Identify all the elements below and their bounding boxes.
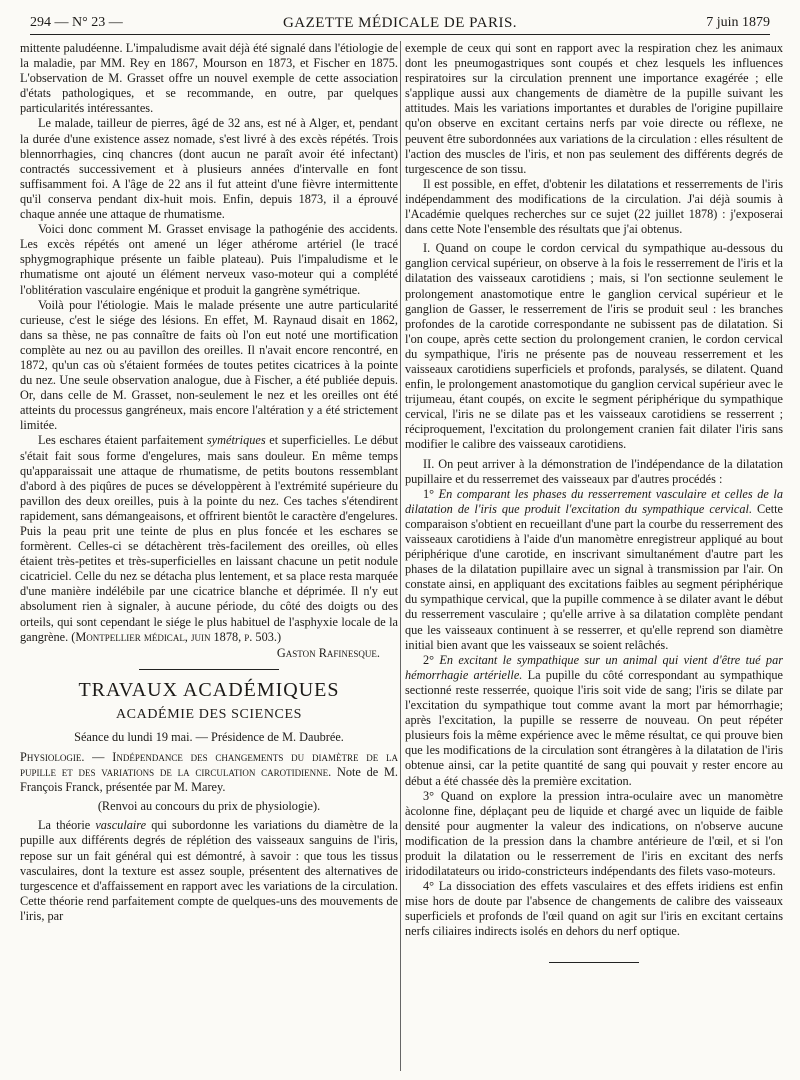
- issue-date: 7 juin 1879: [706, 15, 770, 30]
- text-run: Cette comparaison s'obtient en recueillant d'une part la courbe du resserrement des vaisseaux carotidiens à l'aide d'un manomètre enregistreur appliqué au bout périphérique d'une carotide, en inscrivant simultanément d'autre part les phases de la dilatation pupillaire avec un signal à transmission par l'air. On constate ainsi, en appliquant des excitations faibles au segment périphérique du sympathique cervical, que la pupille commence à se dilater avant le début du resserrement vasculaire ; qu'elle arrive à sa dilatation complète pendant que les vaisseaux continuent à se resserrer, et qu'elle reprend son diamètre initial bien avant que les vaisseaux se soient relâchés.: [405, 501, 783, 652]
- paragraph: exemple de ceux qui sont en rapport avec la respiration chez les animaux dont les pneumogastriques sont coupés et chez lesquels les influences respiratoires sur la circulation prennent une importance exagérée ; elle s'applique aussi aux changements de diamètre de la pupille suivant les attitudes. Mais les variations importantes et durables de l'origine pupillaire qu'on observe en excitant certains nerfs par voie directe ou réflexe, ne peuvent être subordonnées aux variations de la circulation : elles résultent de l'action des muscles de l'iris, et non pas seulement des différents degrés de turgescence de son tissu.: [405, 41, 783, 176]
- text-run: qui subordonne les variations du diamètre de la pupille aux différents degrés de réplétion des vaisseaux sanguins de l'iris, repose sur un fait général qui est démontré, à savoir : que tous les tissus vasculaires, dont la texture est assez souple, présentent des alternatives de turgescence et d'affaissement en rapport avec les variations de la circulation. Cette théorie rend parfaitement compte de quelques-uns des mouvements de l'iris, par: [20, 818, 398, 923]
- author-signature: Gaston Rafinesque.: [276, 645, 380, 660]
- emphasis: En excitant le sympathique sur un animal qui vient d'être tué par hémorrhagie artérielle.: [405, 652, 783, 682]
- paragraph: mittente paludéenne. L'impaludisme avait déjà été signalé dans l'étiologie de la maladie, par MM. Rey en 1867, Mourson en 1873, et Fischer en 1875. L'observation de M. Grasset offre un nouvel exemple de cette association d'états pathologiques, et se recommande, en outre, par quelques particularités intéressantes.: [20, 41, 398, 116]
- section-separator: [139, 669, 279, 670]
- emphasis: symétriques: [206, 433, 266, 448]
- source-citation: (Montpellier médical, juin 1878, p. 503.): [71, 629, 282, 644]
- publication-title: GAZETTE MÉDICALE DE PARIS.: [282, 15, 518, 31]
- paragraph: [20, 433, 398, 644]
- emphasis: vasculaire: [95, 818, 147, 833]
- page-header: [30, 12, 770, 35]
- renvoi-note: (Renvoi au concours du prix de physiologie).: [97, 799, 321, 814]
- section-title: TRAVAUX ACADÉMIQUES: [78, 678, 340, 701]
- right-column: [405, 41, 783, 1071]
- paragraph: [405, 487, 783, 653]
- paragraph: [405, 653, 783, 789]
- emphasis: En comparant les phases du resserrement vasculaire et celles de la dilatation de l'iris que produit l'excitation du sympathique cervical.: [405, 486, 783, 516]
- text-run: La pupille du côté correspondant au sympathique sectionné reste resserrée, quoique l'iris soit vide de sang; l'iris se dilate par l'excitation du sympathique tout comme avant la mort par hémorrhagie; après l'excitation, la pupille se resserre de nouveau. On peut répéter plusieurs fois la même expérience avec le même résultat, ce qui prouve bien que les modifications de la circulation sont étrangères à la dilatation de l'iris obtenue ainsi, car la petite quantité de sang qui pouvait y rester encore au début a été chassée dès la première excitation.: [405, 667, 783, 788]
- paragraph: 3° Quand on explore la pression intra-oculaire avec un manomètre àcolonne fine, déplaçant peu de liquide et chargé avec un liquide de faible densité pour augmenter la valeur des indications, on n'observe aucune modification de la pression dans la chambre antérieure de l'œil, et si l'on produit la dilatation ou le resserrement de l'iris en excitant des nerfs iridodilatateurs ou irido-constricteurs indépendants des filets vaso-moteurs.: [405, 788, 783, 879]
- paragraph: 4° La dissociation des effets vasculaires et des effets iridiens est enfin mise hors de doute par l'absence de changements de calibre des vaisseaux superficiels et profonds de l'œil quand on agit sur l'iris en excitant certains nerfs ciliaires indirects isolés en dehors du nerf optique.: [405, 879, 783, 939]
- article-heading: [20, 750, 398, 795]
- list-number: 2°: [423, 652, 435, 667]
- text-run: Les eschares étaient parfaitement: [38, 433, 207, 448]
- session-line: Séance du lundi 19 mai. — Présidence de M. Daubrée.: [74, 729, 344, 744]
- paragraph: Voilà pour l'étiologie. Mais le malade présente une autre particularité curieuse, c'est le siége des lésions. En effet, M. Raynaud disait en 1862, dans sa thèse, ne pas connaître de faits où l'on eut noté une mortification complète au nez ou au pavillon des oreilles. Il n'avait encore rencontré, en 1872, qu'un cas où s'étaient formées de toutes petites cicatrices à la pointe du nez. Une seule observation analogue, due à Fischer, a été publiée depuis. Or, dans celle de M. Grasset, non-seulement le nez et les oreilles ont été atteints du processus gangréneux, mais encore l'altération y a été strictement limitée.: [20, 297, 398, 433]
- page-number: 294 — N° 23 —: [30, 15, 123, 30]
- article-title: Physiologie. — Indépendance des changements du diamètre de la pupille et des variations de la circulation carotidienne.: [20, 749, 398, 780]
- left-column: [20, 41, 398, 1071]
- article-author: Note de M. François Franck, présentée par M. Marey.: [20, 765, 398, 795]
- paragraph: I. Quand on coupe le cordon cervical du sympathique au-dessous du ganglion cervical supérieur, on observe à la fois le resserrement de l'iris et la dilatation des vaisseaux carotidiens ; mais, si l'on sectionne seulement le prolongement anastomotique entre le ganglion cervical supérieur et le ganglion de Gasser, le resserrement de l'iris se produit seul : les branches profondes de la carotide correspondante ne subissent pas de dilatation. Si l'on coupe, après cette section du prolongement cranien, le cordon cervical du sympathique, l'iris ne présente pas de nouveau resserrement et les vaisseaux carotidiens superficiels et profonds, paralysés, se dilatent. Quand enfin, le prolongement anastomotique du ganglion cervical supérieur avec le trijumeau, étant coupés, on excite le segment périphérique du sympathique cervical, l'iris ne se dilate pas et les vaisseaux carotidiens se resserrent ; réciproquement, l'excitation du prolongement cranien fait dilater l'iris sans modifier le calibre des vaisseaux carotidiens.: [405, 241, 783, 452]
- section-subtitle: ACADÉMIE DES SCIENCES: [115, 706, 303, 722]
- paragraph: Le malade, tailleur de pierres, âgé de 32 ans, est né à Alger, et, pendant la durée d'une existence assez nomade, s'est livré à des excès répétés. Trois blennorrhagies, cinq chancres (dont aucun ne paraît avoir été infectant) contractés successivement et à plusieurs années d'intervalle en font suffisamment foi. A l'âge de 22 ans il fut atteint d'une fièvre intermittente qu'il conserva pendant dix-huit mois. Enfin, depuis 1873, il a éprouvé chaque année une attaque de rhumatisme.: [20, 116, 398, 222]
- list-number: 1°: [423, 486, 435, 501]
- paragraph: Il est possible, en effet, d'obtenir les dilatations et resserrements de l'iris indépendamment des modifications de la circulation. J'ai déjà soumis à l'Académie quelques recherches sur ce sujet (22 juillet 1878) : j'exposerai dans cette Note l'ensemble des résultats que j'ai obtenus.: [405, 176, 783, 237]
- paragraph: [20, 818, 398, 924]
- paragraph: Voici donc comment M. Grasset envisage la pathogénie des accidents. Les excès répétés ont amené un léger athérome artériel (le tracé sphygmographique présente un faible plateau). Puis l'impaludisme et le rhumatisme ont ajouté un élément nerveux vaso-moteur qui a complété l'oblitération vasculaire engénique et produit la gangrène symétrique.: [20, 222, 398, 297]
- end-separator: [549, 962, 639, 963]
- text-run: La théorie: [38, 818, 96, 833]
- paragraph: II. On peut arriver à la démonstration de l'indépendance de la dilatation pupillaire et du resserremet des vaisseaux par d'autres procédés :: [405, 456, 783, 486]
- column-divider: [400, 41, 401, 1071]
- text-run: et superficielles. Le début s'était fait sous forme d'engelures, mais sans douleur. En même temps qu'apparaissait une attaque de rhumatisme, de petits boutons ressemblant d'abord à des piqûres de puces se développèrent à l'extrémité supérieure du pavillon des deux oreilles, puis à la pointe du nez. Ces taches s'étendirent rapidement, sans démangeaisons, et offrirent bientôt le caractère d'engelures. Puis la peau prit une teinte de plus en plus foncée et les eschares se formèrent. Celles-ci se détachèrent très-facilement des oreilles, où elles étaient très-petites et très-superficielles en laissant chacune un petit nodule cicatriciel. Celle du nez se détacha plus lentement, et sa place resta marquée d'une manière indélébile par une cicatrice blanche et déprimée. Il n'y eut absolument rien à signaler, à aucune période, du côté des doigts ou des orteils, qui sont cependant le siége le plus habituel de l'asphyxie locale de la gangrène.: [20, 433, 398, 644]
